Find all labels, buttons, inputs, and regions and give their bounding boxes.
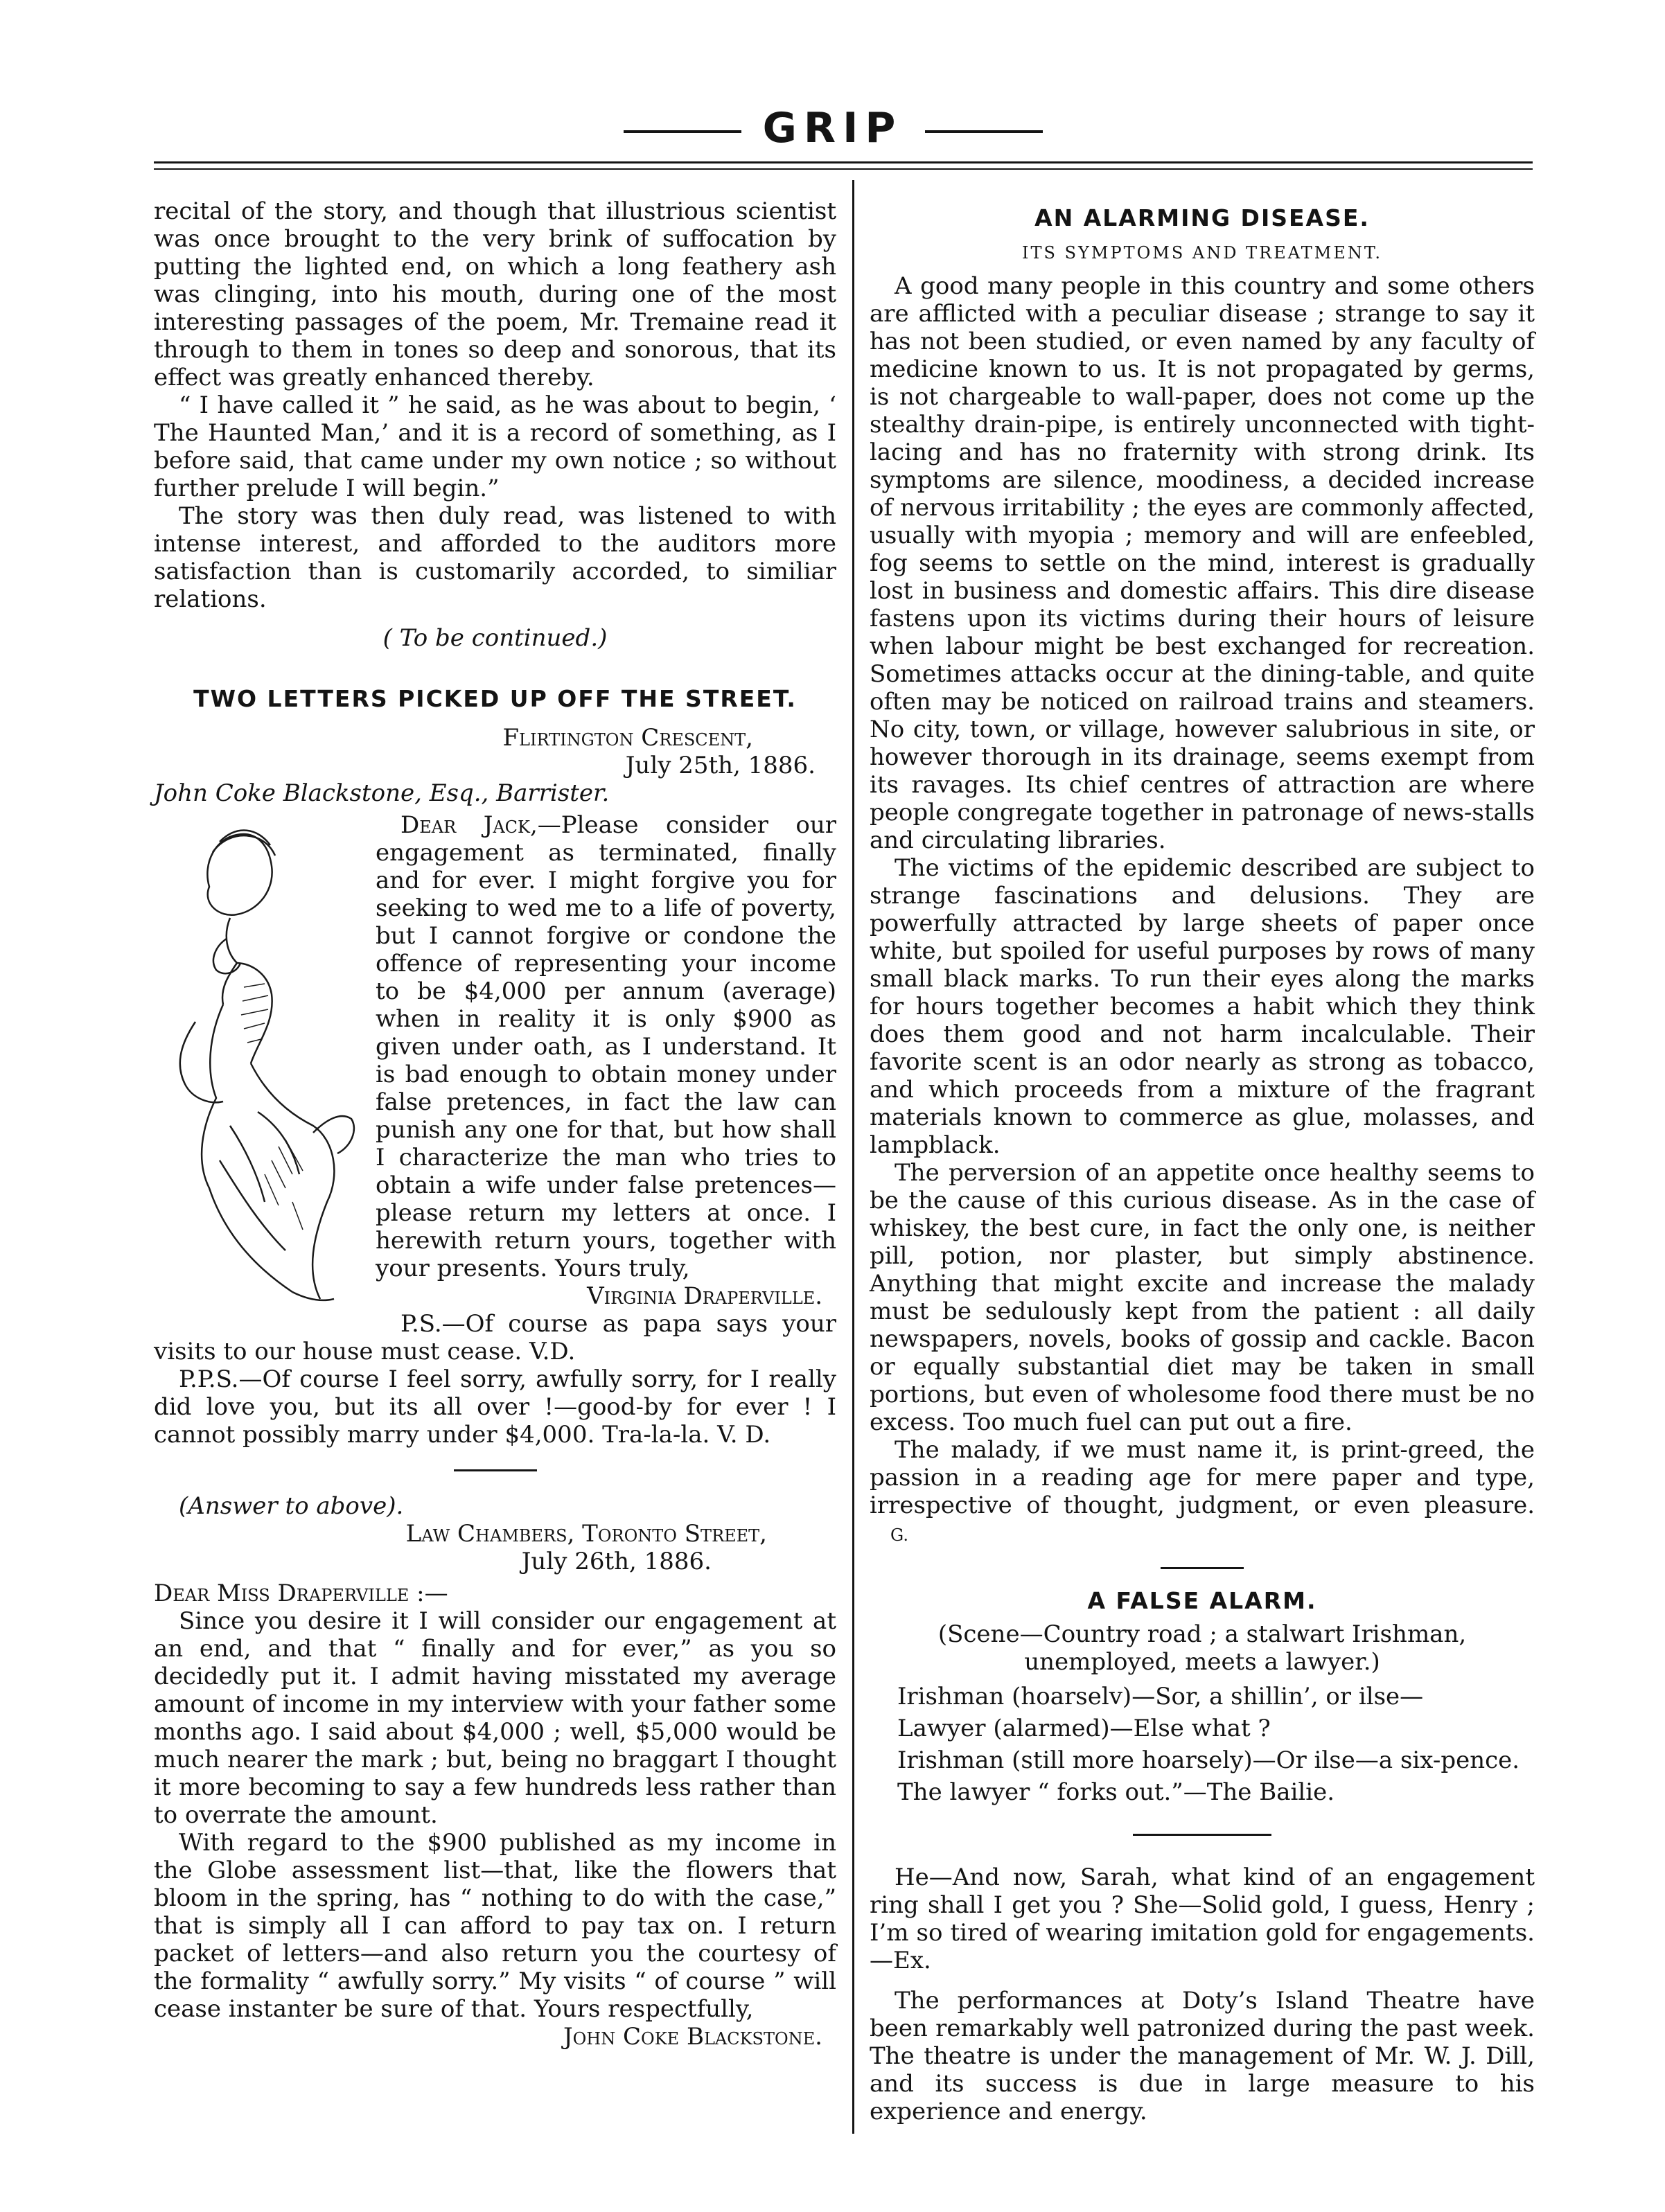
letter1-recipient: John Coke Blackstone, Esq., Barrister.	[154, 779, 610, 807]
disease-title: AN ALARMING DISEASE.	[1034, 204, 1370, 231]
alarm-dialogue	[870, 1683, 1535, 1806]
letter1-body: —Please consider our engagement as terminated, finally and for ever. I might forgive you for seeking to wed me to a life of poverty, but I cannot forgive or condone the offence of representing your income to be $4,000 per annum (average) when in reality it is only $900 as given under oath, as I understand. It is bad enough to obtain money under false pretences, in fact the law can punish any one for that, but how shall I characterize the man who tries to obtain a wife under false pretences—please return my letters at once. I herewith return yours, together with your presents. Yours truly,	[376, 811, 836, 1282]
section-divider	[1133, 1834, 1271, 1836]
story-continuation-3: The story was then duly read, was listened to with intense interest, and afforded to the auditors more satisfaction than is customarily accorded, to similiar relations.	[154, 502, 836, 613]
column-divider	[852, 180, 854, 2134]
disease-paragraph-2: The victims of the epidemic described are subject to strange fascinations and delusions. They are powerfully attracted by large sheets of paper once white, but spoiled for useful purposes by rows of many small black marks. To run their eyes along the marks for hours together becomes a habit which they think does them good and not harm incalculable. Their favorite scent is an odor nearly as strong as tobacco, and which proceeds from a mixture of the fragrant materials known to commerce as glue, molasses, and lampblack.	[870, 854, 1535, 1159]
letter1-pps: P.P.S.—Of course I feel sorry, awfully sorry, for I really did love you, but its all over !—good-by for ever ! I cannot possibly marry under $4,000. Tra-la-la. V. D.	[154, 1365, 836, 1449]
disease-subtitle: ITS SYMPTOMS AND TREATMENT.	[1022, 243, 1382, 263]
alarm-line-4: The lawyer “ forks out.”—The Bailie.	[897, 1778, 1335, 1806]
right-column	[870, 197, 1535, 2125]
header-rule-thin	[154, 168, 1533, 170]
letters-title: TWO LETTERS PICKED UP OFF THE STREET.	[193, 685, 797, 712]
header-rule	[154, 161, 1533, 163]
letter2-label: (Answer to above).	[179, 1492, 404, 1520]
theatre-note: The performances at Doty’s Island Theatre have been remarkably well patronized during the past week. The theatre is under the management of Mr. W. J. Dill, and its success is due in large measure to his experience and energy.	[870, 1987, 1535, 2125]
letter2-paragraph-2: With regard to the $900 published as my income in the Globe assessment list—that, like the flowers that bloom in the spring, has “ nothing to do with the case,” that is simply all I can afford to pay tax on. I return packet of letters—and also return you the courtesy of the formality “ awfully sorry.” My visits “ of course ” will cease instanter be sure of that. Yours respectfully,	[154, 1829, 836, 2023]
story-continuation-1: recital of the story, and though that illustrious scientist was once brought to the very brink of suffocation by putting the lighted end, on which a long feathery ash was clinging, into his mouth, during one of the most interesting passages of the poem, Mr. Tremaine read it through to them in tones so deep and sonorous, that its effect was greatly enhanced thereby.	[154, 197, 836, 391]
letter2-paragraph-1: Since you desire it I will consider our engagement at an end, and that “ finally and for ever,” as you so decidedly put it. I admit having misstated my average amount of income in my interview with your father some months ago. I said about $4,000 ; well, $5,000 would be much nearer the mark ; but, being no braggart I thought it more becoming to say a few hundreds less rather than to overrate the amount.	[154, 1607, 836, 1829]
letter2-date: July 26th, 1886.	[521, 1548, 712, 1575]
letter2-salutation: Dear Miss Draperville :—	[154, 1580, 448, 1607]
section-divider	[1161, 1567, 1244, 1569]
alarm-line-2: Lawyer (alarmed)—Else what ?	[897, 1715, 1271, 1742]
masthead	[0, 97, 1665, 159]
letter1-ps: P.S.—Of course as papa says your visits to our house must cease. V.D.	[154, 1310, 836, 1365]
masthead-title: GRIP	[762, 104, 903, 152]
alarm-scene: (Scene—Country road ; a stalwart Irishman, unemployed, meets a lawyer.)	[937, 1620, 1467, 1676]
disease-paragraph-3: The perversion of an appetite once healthy seems to be the cause of this curious disease. As in the case of whiskey, the best cure, in fact the only one, is neither pill, potion, nor plaster, but simply abstinence. Anything that might excite and increase the malady must be sedulously kept from the patient : all daily newspapers, novels, books of gossip and cackle. Bacon or equally substantial diet may be taken in small portions, but even of wholesome food there must be no excess. Too much fuel can put out a fire.	[870, 1159, 1535, 1436]
story-continuation-2: “ I have called it ” he said, as he was about to begin, ‘ The Haunted Man,’ and it is a record of something, as I before said, that came under my own notice ; so without further prelude I will begin.”	[154, 391, 836, 502]
letter1-block	[154, 811, 836, 1365]
to-be-continued: ( To be continued.)	[382, 624, 608, 652]
letter1-date: July 25th, 1886.	[625, 752, 816, 779]
disease-paragraph-1: A good many people in this country and some others are afflicted with a peculiar disease ; strange to say it has not been studied, or even named by any faculty of medicine known to us. It is not propagated by germs, is not chargeable to wall-paper, does not come up the stealthy drain-pipe, is entirely unconnected with tight-lacing and has no fraternity with strong drink. Its symptoms are silence, moodiness, a decided increase of nervous irritability ; the eyes are commonly affected, usually with myopia ; memory and will are enfeebled, fog seems to settle on the mind, interest is gradually lost in business and domestic affairs. This dire disease fastens upon its victims during their hours of leisure when labour might be best exchanged for recreation. Sometimes attacks occur at the dining-table, and quite often may be noticed on railroad trains and steamers. No city, town, or village, however salubrious in site, or however thorough in its drainage, seems exempt from its ravages. Its chief centres of attraction are where people congregate together in patronage of news-stalls and circulating libraries.	[870, 272, 1535, 854]
he-she-joke: He—And now, Sarah, what kind of an engagement ring shall I get you ? She—Solid gold, I guess, Henry ; I’m so tired of wearing imitation gold for engagements.—Ex.	[870, 1864, 1535, 1974]
alarm-line-3: Irishman (still more hoarsely)—Or ilse—a six-pence.	[897, 1746, 1520, 1774]
letter1-address: Flirtington Crescent,	[502, 724, 753, 752]
alarm-line-1: Irishman (hoarselv)—Sor, a shillin’, or ilse—	[897, 1683, 1424, 1710]
section-divider	[454, 1469, 537, 1471]
left-column	[154, 197, 836, 2051]
alarm-title: A FALSE ALARM.	[1087, 1587, 1317, 1614]
letter2-signature: John Coke Blackstone.	[563, 2023, 822, 2051]
disease-initial: G.	[890, 1525, 908, 1545]
letter1-signature: Virginia Draperville.	[587, 1282, 822, 1310]
disease-paragraph-4: The malady, if we must name it, is print-greed, the passion in a reading age for mere paper and type, irrespective of thought, judgment, or even pleasure.	[870, 1436, 1535, 1519]
letter1-salutation: Dear Jack,	[400, 811, 538, 839]
lady-illustration	[154, 814, 369, 1313]
letter2-address: Law Chambers, Toronto Street,	[405, 1520, 767, 1548]
